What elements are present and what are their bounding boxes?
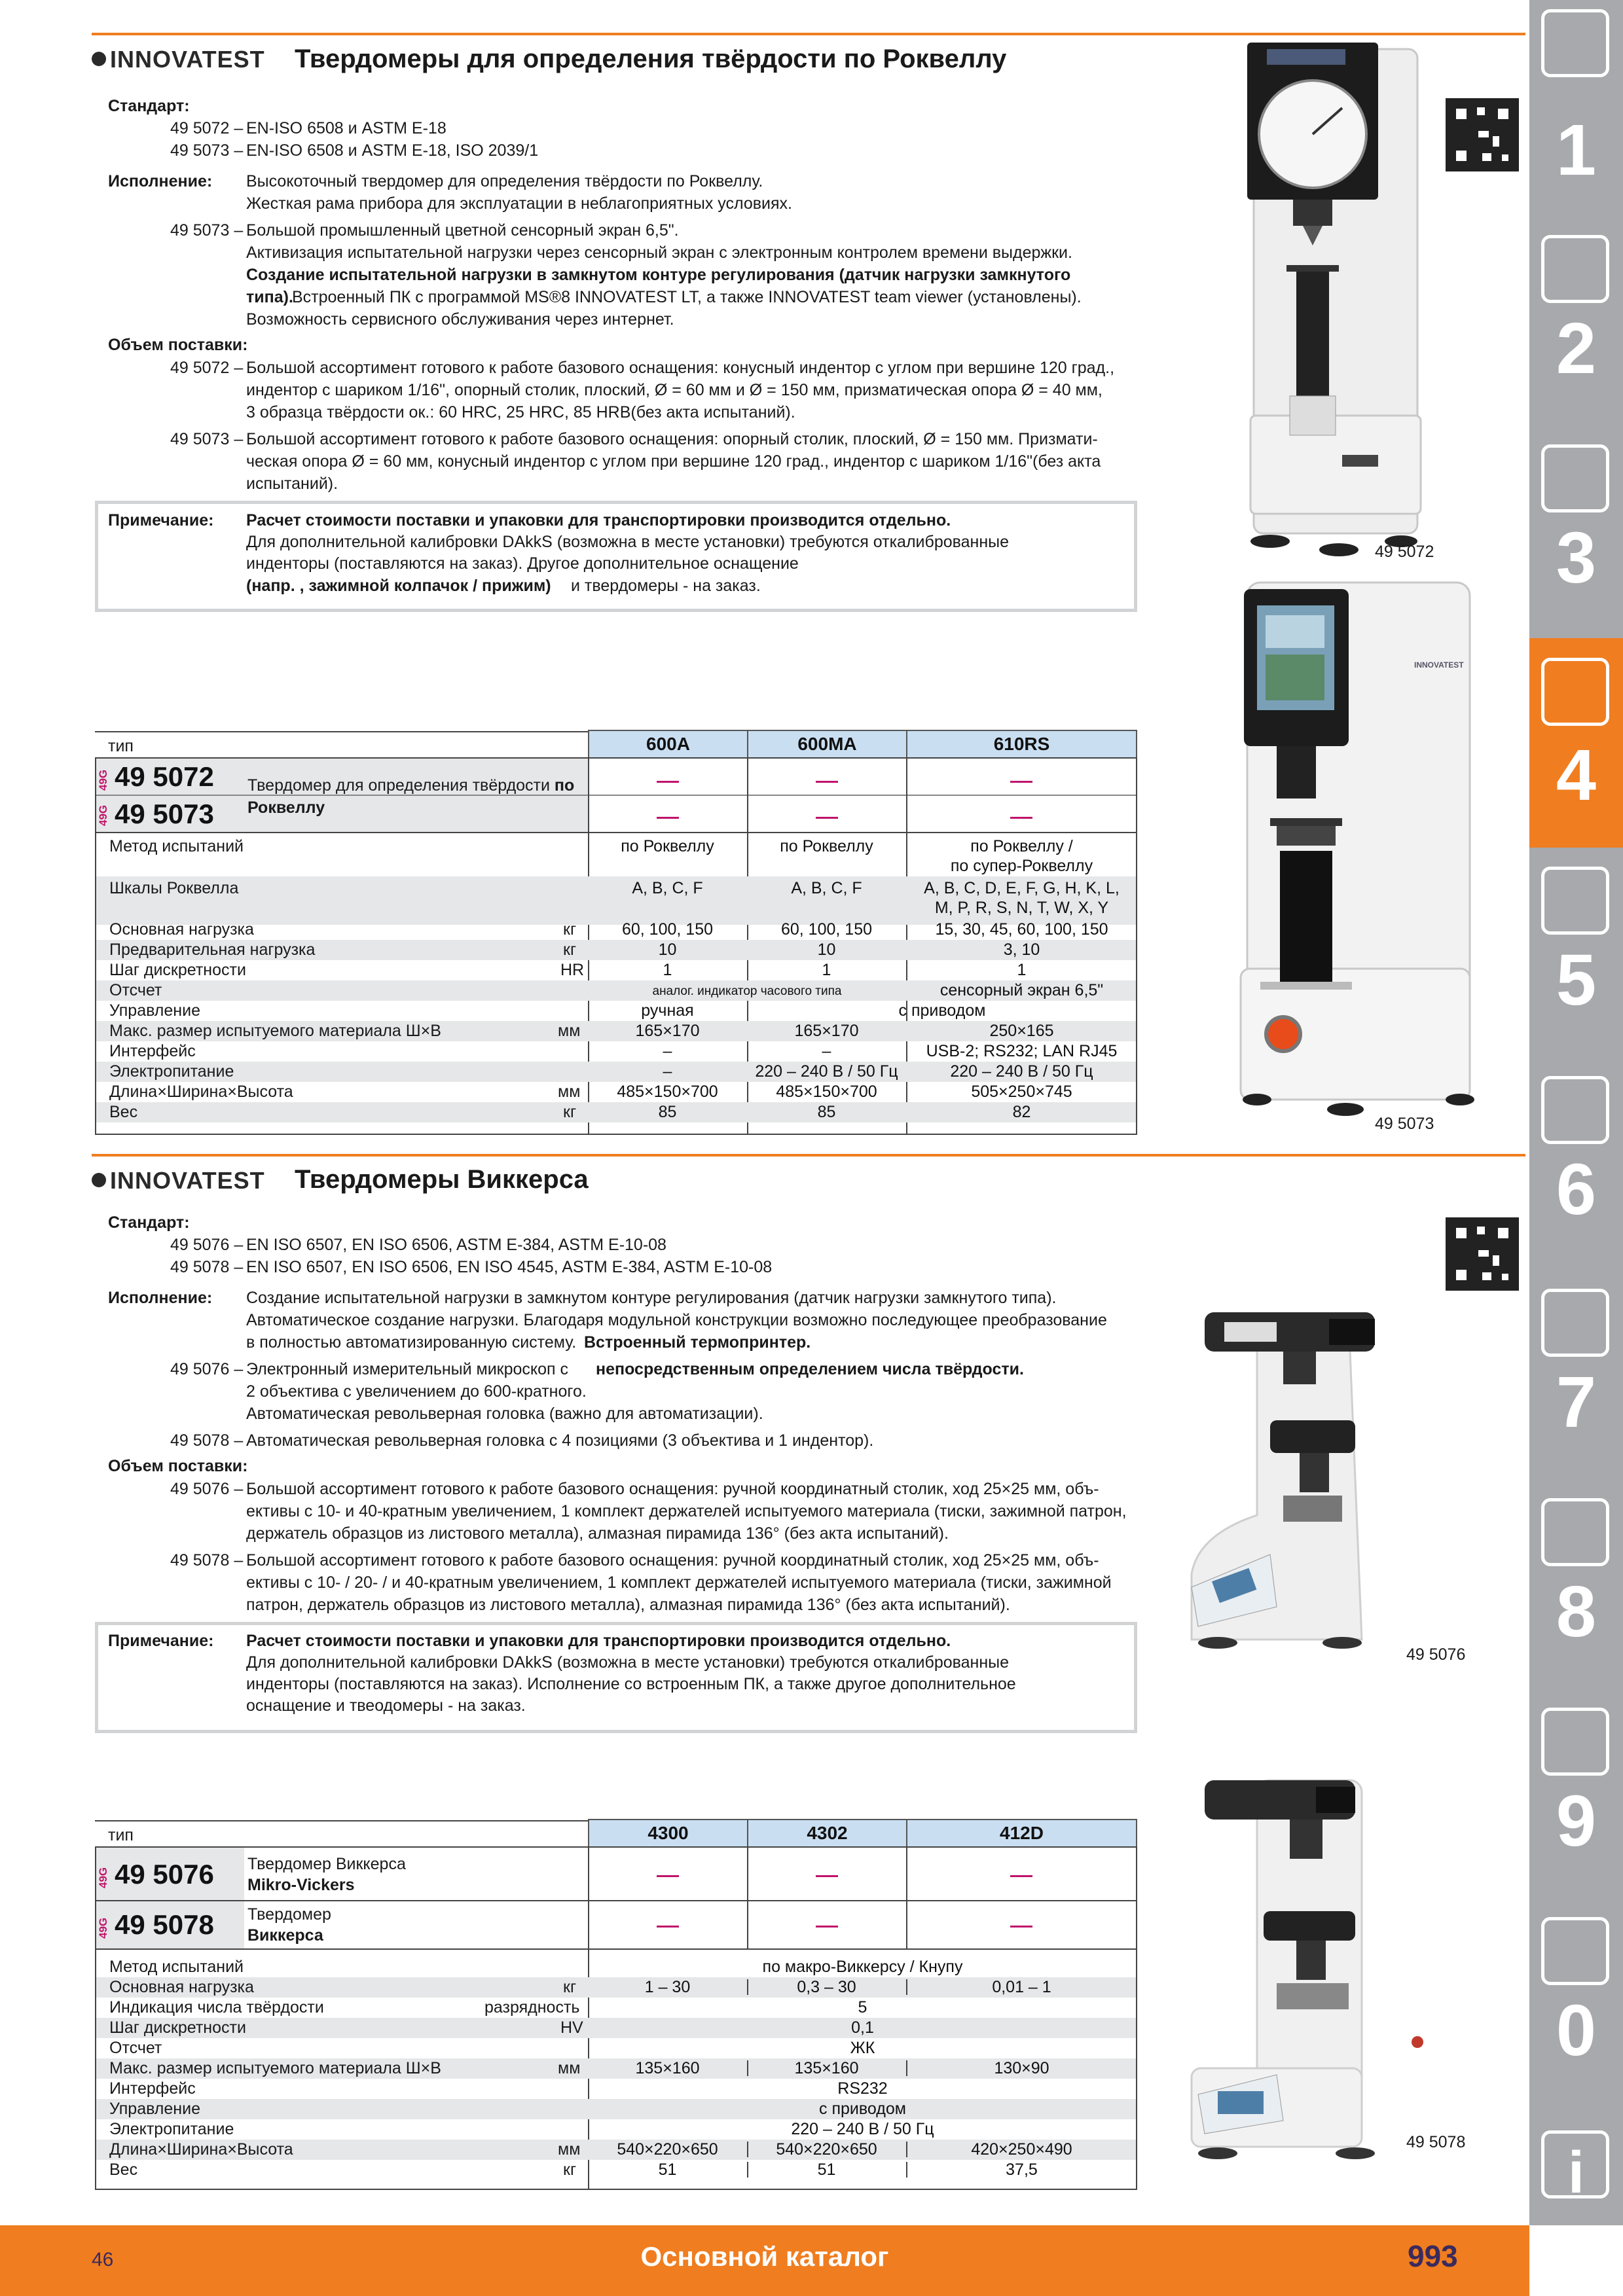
- cell: с приводом: [819, 2100, 906, 2118]
- cell: 60, 100, 150: [621, 920, 713, 939]
- note-line: (напр. , зажимной колпачок / прижим): [246, 577, 551, 595]
- device-brand-label: INNOVATEST: [1414, 660, 1464, 670]
- row-label: Шаг дискретности: [109, 2018, 246, 2037]
- cell: по супер-Роквеллу: [950, 857, 1093, 875]
- cell: ЖК: [850, 2039, 875, 2057]
- unit: HR: [560, 961, 585, 979]
- cell: по Роквеллу: [621, 837, 714, 855]
- chapter-number: 5: [1556, 940, 1597, 1020]
- cell: с приводом: [898, 1001, 986, 1020]
- brand-logo: INNOVATEST: [92, 1167, 265, 1194]
- page-number-left: 46: [92, 2249, 114, 2270]
- unit: HV: [560, 2018, 583, 2037]
- cell: 505×250×745: [971, 1083, 1072, 1101]
- col-header: 4302: [747, 1819, 907, 1848]
- cell: 1: [1017, 961, 1027, 979]
- unit: мм: [558, 2140, 581, 2159]
- chapter-number: 7: [1556, 1362, 1597, 1443]
- label-delivery: Объем поставки:: [108, 1457, 248, 1475]
- col-header: 600A: [588, 730, 748, 759]
- hammer-pliers-icon: [1541, 1289, 1609, 1357]
- text-line: испытаний).: [246, 475, 338, 493]
- text-line: Большой ассортимент готового к работе базового оснащения: ручной координатный столик, ход 25×25 мм, объ-: [246, 1480, 1099, 1498]
- text-line: EN ISO 6507, EN ISO 6506, ASTM E-384, ASTM E-10-08: [246, 1236, 666, 1254]
- unit: разрядность: [484, 1998, 580, 2017]
- row-label: Длина×Ширина×Высота: [109, 2140, 293, 2159]
- cell: 0,01 – 1: [992, 1978, 1051, 1996]
- image-caption: 49 5073: [1375, 1115, 1434, 1133]
- article-ref: 49 5073 –: [170, 141, 244, 160]
- text-line: Создание испытательной нагрузки в замкнутом контуре регулирования (датчик нагрузки замкнутого: [246, 266, 1071, 284]
- row-label: Макс. размер испытуемого материала Ш×В: [109, 2059, 441, 2077]
- catalog-prefix: 49G: [97, 1917, 109, 1939]
- section-rule: [92, 33, 1525, 35]
- chapter-number: 0: [1556, 1990, 1597, 2071]
- cell: 82: [1012, 1103, 1031, 1121]
- row-label: Отсчет: [109, 2039, 162, 2057]
- article-ref: 49 5078 –: [170, 1258, 244, 1276]
- table-rule: [95, 731, 589, 732]
- cell: 220 – 240 В / 50 Гц: [791, 2120, 934, 2138]
- text-line: Большой ассортимент готового к работе базового оснащения: ручной координатный столик, ход 25×25 мм, объ-: [246, 1551, 1099, 1570]
- text-line: Автоматическая револьверная головка (важно для автоматизации).: [246, 1405, 763, 1423]
- row-rule: [95, 1948, 1137, 1950]
- chapter-number: 1: [1556, 110, 1597, 190]
- cell: 220 – 240 В / 50 Гц: [950, 1062, 1093, 1081]
- label-delivery: Объем поставки:: [108, 336, 248, 354]
- section-rule: [92, 1154, 1525, 1157]
- article-ref: 49 5076 –: [170, 1236, 244, 1254]
- unit: кг: [563, 1978, 577, 1996]
- chapter-tab-info[interactable]: [1529, 2111, 1623, 2222]
- cell: по макро-Виккерсу / Кнупу: [762, 1958, 963, 1976]
- row-label: Макс. размер испытуемого материала Ш×В: [109, 1022, 441, 1040]
- row-label: Основная нагрузка: [109, 1978, 254, 1996]
- chapter-number: 6: [1556, 1149, 1597, 1230]
- type-label: тип: [108, 737, 134, 755]
- cell: 165×170: [635, 1022, 700, 1040]
- product-description: Твердомер Виккерса: [247, 1855, 406, 1873]
- cell: 85: [817, 1103, 836, 1121]
- chapter-tab-4[interactable]: [1529, 638, 1623, 848]
- chapter-tab-1[interactable]: [1529, 0, 1623, 200]
- row-label: Интерфейс: [109, 1042, 196, 1060]
- article-number[interactable]: 49 5078: [115, 1909, 214, 1940]
- text-line: EN-ISO 6508 и ASTM E-18: [246, 119, 447, 137]
- text-line: Встроенный ПК с программой MS®8 INNOVATEST LT, а также INNOVATEST team viewer (установлены).: [292, 288, 1082, 306]
- article-ref: 49 5078 –: [170, 1551, 244, 1570]
- cell: 51: [817, 2161, 836, 2179]
- article-number[interactable]: 49 5076: [115, 1859, 214, 1890]
- safety-gear-icon: [1541, 1917, 1609, 1985]
- cell: –: [663, 1062, 672, 1081]
- table-rule: [95, 1820, 589, 1821]
- qr-code[interactable]: [1446, 1217, 1519, 1291]
- cell: RS232: [837, 2079, 888, 2098]
- article-ref: 49 5076 –: [170, 1480, 244, 1498]
- text-line: 3 образца твёрдости ок.: 60 HRC, 25 HRC, 85 HRB(без акта испытаний).: [246, 403, 795, 422]
- note-line: оснащение и твеодомеры - на заказ.: [246, 1696, 526, 1715]
- row-rule: [95, 832, 1137, 833]
- row-label: Управление: [109, 2100, 200, 2118]
- text-line: Жесткая рама прибора для эксплуатации в неблагоприятных условиях.: [246, 194, 792, 213]
- note-label: Примечание:: [108, 511, 214, 529]
- toolcase-icon: [1541, 1498, 1609, 1566]
- text-line: Возможность сервисного обслуживания через интернет.: [246, 310, 674, 329]
- cell: аналог. индикатор часового типа: [652, 984, 842, 998]
- catalog-title: Основной каталог: [640, 2241, 889, 2272]
- article-ref: 49 5073 –: [170, 221, 244, 240]
- text-line: индентор с шариком 1/16", опорный столик, плоский, Ø = 60 мм и Ø = 150 мм, призматическая опора Ø = 40 мм,: [246, 381, 1103, 399]
- cell: 130×90: [994, 2059, 1049, 2077]
- catalog-prefix: 49G: [97, 804, 109, 826]
- row-label: Предварительная нагрузка: [109, 941, 316, 959]
- drill-icon: [1541, 9, 1609, 77]
- unit: мм: [558, 1022, 581, 1040]
- product-description: Твердомер для определения твёрдости по: [247, 776, 575, 795]
- cell: по Роквеллу /: [970, 837, 1073, 855]
- cell: 3, 10: [1003, 941, 1040, 959]
- cell: 485×150×700: [617, 1083, 718, 1101]
- image-caption: 49 5078: [1406, 2133, 1466, 2151]
- unit: кг: [563, 920, 577, 939]
- text-line: Активизация испытательной нагрузки через сенсорный экран с электронным контролем времени выдержки.: [246, 243, 1072, 262]
- section-title: Твердомеры Виккерса: [295, 1165, 589, 1194]
- label-standard: Стандарт:: [108, 97, 190, 115]
- note-line: инденторы (поставляются на заказ). Исполнение со встроенным ПК, а также другое дополнительное: [246, 1675, 1016, 1693]
- cell: 485×150×700: [776, 1083, 877, 1101]
- cell: 165×170: [794, 1022, 859, 1040]
- col-rule: [747, 1846, 748, 1948]
- col-header: 412D: [906, 1819, 1137, 1848]
- brand-logo: INNOVATEST: [92, 46, 265, 73]
- row-label: Вес: [109, 1103, 138, 1121]
- cell: A, B, C, D, E, F, G, H, K, L,: [924, 879, 1120, 897]
- text-line: ективы с 10- и 40-кратным увеличением, 1 комплект держателей испытуемого материала (тиски, зажимной патрон,: [246, 1502, 1127, 1520]
- text-line: ективы с 10- / 20- / и 40-кратным увеличением, 1 комплект держателей испытуемого материала (тиски, зажимной: [246, 1573, 1112, 1592]
- col-rule: [906, 1846, 907, 1948]
- cell: 1: [822, 961, 831, 979]
- vickers-tester-495078-image: [1178, 1767, 1467, 2173]
- chapter-number: 3: [1556, 518, 1597, 598]
- cell: USB-2; RS232; LAN RJ45: [926, 1042, 1118, 1060]
- cell: 10: [817, 941, 836, 959]
- cell: 135×160: [794, 2059, 859, 2077]
- row-label: Интерфейс: [109, 2079, 196, 2098]
- article-number[interactable]: 49 5073: [115, 798, 214, 829]
- text-line: Встроенный термопринтер.: [584, 1333, 811, 1352]
- cell: 540×220×650: [617, 2140, 718, 2159]
- cell: 1 – 30: [644, 1978, 691, 1996]
- chapter-number: i: [1567, 2140, 1584, 2206]
- saw-blade-icon: [1541, 867, 1609, 935]
- row-label: Индикация числа твёрдости: [109, 1998, 324, 2017]
- cell: 5: [858, 1998, 867, 2017]
- note-line: Для дополнительной калибровки DAkkS (возможна в месте установки) требуются откалиброванные: [246, 1653, 1010, 1672]
- text-line: патрон, держатель образцов из листового металла), алмазная пирамида 136° (без акта испытаний).: [246, 1596, 1010, 1614]
- text-line: Большой ассортимент готового к работе базового оснащения: конусный индентор с углом при вершине 120 град.,: [246, 359, 1115, 377]
- cabinet-icon: [1541, 1708, 1609, 1776]
- cell: 0,1: [851, 2018, 874, 2037]
- rockwell-tester-495072-image: [1237, 36, 1434, 560]
- text-line: EN ISO 6507, EN ISO 6506, EN ISO 4545, ASTM E-384, ASTM E-10-08: [246, 1258, 773, 1276]
- label-execution: Исполнение:: [108, 1289, 213, 1307]
- cell: M, P, R, S, N, T, W, X, Y: [934, 899, 1109, 917]
- image-caption: 49 5072: [1375, 543, 1434, 561]
- note-line: Расчет стоимости поставки и упаковки для транспортировки производится отдельно.: [246, 1632, 951, 1650]
- article-ref: 49 5072 –: [170, 119, 244, 137]
- text-line: Создание испытательной нагрузки в замкнутом контуре регулирования (датчик нагрузки замкнутого типа).: [246, 1289, 1057, 1307]
- note-line: Расчет стоимости поставки и упаковки для транспортировки производится отдельно.: [246, 511, 951, 529]
- chapter-number: 8: [1556, 1571, 1597, 1652]
- chapter-tab-8[interactable]: [1529, 1489, 1623, 1685]
- unit: мм: [558, 2059, 581, 2077]
- wrench-icon: [1541, 1076, 1609, 1144]
- chapter-tab-9[interactable]: [1529, 1698, 1623, 1895]
- cell: 85: [658, 1103, 677, 1121]
- rockwell-tester-495073-image: [1234, 576, 1483, 1139]
- cell: 540×220×650: [776, 2140, 877, 2159]
- cell: A, B, C, F: [632, 879, 703, 897]
- unit: мм: [558, 1083, 581, 1101]
- product-description: Виккерса: [247, 1926, 323, 1945]
- article-ref: 49 5073 –: [170, 430, 244, 448]
- text-line: Большой промышленный цветной сенсорный экран 6,5".: [246, 221, 679, 240]
- chapter-tab-3[interactable]: [1529, 435, 1623, 625]
- row-label: Метод испытаний: [109, 837, 244, 855]
- product-description: Роквеллу: [247, 798, 325, 817]
- note-label: Примечание:: [108, 1632, 214, 1650]
- cell: 15, 30, 45, 60, 100, 150: [935, 920, 1108, 939]
- cell: 37,5: [1006, 2161, 1038, 2179]
- cell: A, B, C, F: [791, 879, 862, 897]
- text-line: Автоматическая револьверная головка с 4 позициями (3 объектива и 1 индентор).: [246, 1431, 874, 1450]
- text-line: непосредственным определением числа твёрдости.: [596, 1360, 1024, 1378]
- page-number-right: 993: [1408, 2239, 1458, 2273]
- row-label: Электропитание: [109, 2120, 234, 2138]
- row-label: Вес: [109, 2161, 138, 2179]
- label-standard: Стандарт:: [108, 1213, 190, 1232]
- unit: кг: [563, 2161, 577, 2179]
- row-label: Электропитание: [109, 1062, 234, 1081]
- cell: 420×250×490: [971, 2140, 1072, 2159]
- text-line: Автоматическое создание нагрузки. Благодаря модульной конструкции возможно последующее преобразование: [246, 1311, 1107, 1329]
- text-line: EN-ISO 6508 и ASTM E-18, ISO 2039/1: [246, 141, 539, 160]
- vickers-tester-495076-image: [1178, 1299, 1467, 1672]
- note-line: Для дополнительной калибровки DAkkS (возможна в месте установки) требуются откалиброванные: [246, 533, 1010, 551]
- catalog-prefix: 49G: [97, 1867, 109, 1888]
- chapter-number: 2: [1556, 308, 1597, 389]
- product-description: Твердомер: [247, 1905, 331, 1924]
- catalog-prefix: 49G: [97, 769, 109, 791]
- row-label: Шкалы Роквелла: [109, 879, 239, 897]
- row-label: Основная нагрузка: [109, 920, 254, 939]
- cell: сенсорный экран 6,5": [939, 981, 1104, 999]
- cell: 60, 100, 150: [780, 920, 872, 939]
- unit: кг: [563, 1103, 577, 1121]
- chapter-number: 9: [1556, 1781, 1597, 1861]
- cell: 1: [663, 961, 672, 979]
- article-ref: 49 5072 –: [170, 359, 244, 377]
- text-line: типа).: [246, 288, 293, 306]
- note-line: и твердомеры - на заказ.: [571, 577, 761, 595]
- article-ref: 49 5078 –: [170, 1431, 244, 1450]
- article-ref: 49 5076 –: [170, 1360, 244, 1378]
- cell: 10: [658, 941, 677, 959]
- chapter-tab-7[interactable]: [1529, 1280, 1623, 1476]
- text-line: в полностью автоматизированную систему.: [246, 1333, 577, 1352]
- cell: 220 – 240 В / 50 Гц: [755, 1062, 898, 1081]
- label-execution: Исполнение:: [108, 172, 213, 190]
- chapter-tab-2[interactable]: [1529, 226, 1623, 425]
- type-label: тип: [108, 1826, 134, 1844]
- page-footer: [0, 2225, 1529, 2296]
- col-header: 600MA: [747, 730, 907, 759]
- chapter-tab-6[interactable]: [1529, 1067, 1623, 1263]
- image-caption: 49 5076: [1406, 1645, 1466, 1664]
- cell: по Роквеллу: [780, 837, 873, 855]
- text-line: 2 объектива с увеличением до 600-кратного.: [246, 1382, 587, 1401]
- cell: –: [822, 1042, 831, 1060]
- insert-icon: [1541, 235, 1609, 303]
- text-line: держатель образцов из листового металла), алмазная пирамида 136° (без акта испытаний).: [246, 1524, 949, 1543]
- note-line: инденторы (поставляются на заказ). Другое дополнительное оснащение: [246, 554, 799, 573]
- qr-code[interactable]: [1446, 98, 1519, 171]
- text-line: Высокоточный твердомер для определения твёрдости по Роквеллу.: [246, 172, 763, 190]
- chapter-tab-0[interactable]: [1529, 1908, 1623, 2104]
- caliper-icon: [1541, 658, 1609, 726]
- thread-tap-icon: [1541, 444, 1609, 512]
- text-line: Электронный измерительный микроскоп с: [246, 1360, 569, 1378]
- row-label: Метод испытаний: [109, 1958, 244, 1976]
- unit: кг: [563, 941, 577, 959]
- row-label: Шаг дискретности: [109, 961, 246, 979]
- col-header: 4300: [588, 1819, 748, 1848]
- cell: ручная: [641, 1001, 694, 1020]
- chapter-number: 4: [1556, 735, 1597, 816]
- chapter-tab-5[interactable]: [1529, 857, 1623, 1054]
- cell: 51: [658, 2161, 677, 2179]
- product-description: Mikro-Vickers: [247, 1876, 355, 1894]
- cell: 135×160: [635, 2059, 700, 2077]
- col-header: 610RS: [906, 730, 1137, 759]
- cell: 0,3 – 30: [797, 1978, 856, 1996]
- cell: –: [663, 1042, 672, 1060]
- text-line: Большой ассортимент готового к работе базового оснащения: опорный столик, плоский, Ø = 150 мм. Призмати-: [246, 430, 1098, 448]
- article-number[interactable]: 49 5072: [115, 761, 214, 792]
- section-title: Твердомеры для определения твёрдости по Роквеллу: [295, 45, 1007, 73]
- row-label: Управление: [109, 1001, 200, 1020]
- cell: 250×165: [989, 1022, 1054, 1040]
- row-label: Длина×Ширина×Высота: [109, 1083, 293, 1101]
- row-label: Отсчет: [109, 981, 162, 999]
- text-line: ческая опора Ø = 60 мм, конусный индентор с углом при вершине 120 град., индентор с шариком 1/16"(без акта: [246, 452, 1101, 471]
